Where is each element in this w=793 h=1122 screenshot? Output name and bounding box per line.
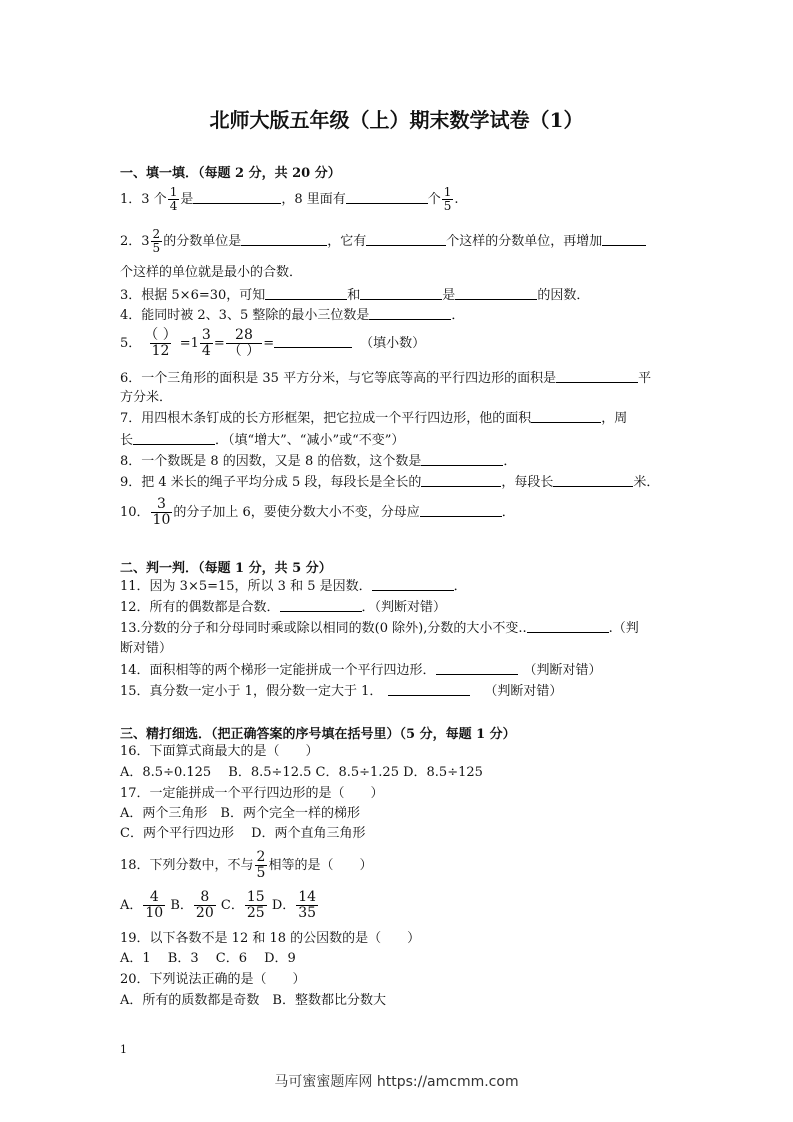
q6-text-a: 6．一个三角形的面积是 35 平方分米，与它等底等高的平行四边形的面积是 — [120, 371, 557, 386]
answer-blank[interactable] — [421, 474, 501, 487]
q1-frac1-num: 1 — [169, 185, 178, 199]
q18-text-b: 相等的是（ ） — [268, 858, 373, 873]
q5-frac1-num: （ ） — [144, 327, 177, 343]
q4-text-b: ． — [451, 308, 465, 323]
answer-blank[interactable] — [421, 453, 503, 466]
question-17-options-2: C．两个平行四边形 D．两个直角三角形 — [120, 826, 366, 841]
q5-fraction-2 — [200, 328, 213, 359]
q5-text-a: 5． — [120, 336, 142, 351]
q9-text-a: 9．把 4 米长的绳子平均分成 5 段，每段长是全长的 — [120, 475, 422, 490]
q2-frac-num: 2 — [152, 227, 161, 241]
answer-blank[interactable] — [420, 504, 502, 517]
answer-blank[interactable] — [274, 335, 352, 348]
answer-blank[interactable] — [280, 599, 362, 612]
answer-blank[interactable] — [366, 233, 446, 246]
q1-text-e: . — [454, 192, 459, 207]
section-1-heading: 一、填一填．（每题 2 分，共 20 分） — [120, 166, 341, 181]
page-title: 北师大版五年级（上）期末数学试卷（1） — [209, 108, 584, 132]
q7-text-d: ．（填“增大”、“减小”或“不变”） — [215, 433, 405, 448]
q12-text-a: 12．所有的偶数都是合数． — [120, 600, 280, 615]
q5-frac2-num: 3 — [201, 327, 211, 343]
answer-blank[interactable] — [455, 287, 537, 300]
question-5 — [120, 328, 425, 359]
q14-text-a: 14．面积相等的两个梯形一定能拼成一个平行四边形． — [120, 663, 436, 678]
answer-blank[interactable] — [388, 683, 470, 696]
q18-b-den: 20 — [195, 905, 214, 921]
question-13-cont: 断对错） — [120, 641, 173, 656]
q18-option-b-fraction — [194, 890, 216, 921]
q14-text-b: （判断对错） — [523, 663, 602, 678]
q3-text-b: 和 — [347, 288, 361, 303]
q3-text-d: 的因数． — [537, 288, 590, 303]
question-17: 17．一定能拼成一个平行四边形的是（ ） — [120, 786, 384, 801]
question-16: 16．下面算式商最大的是（ ） — [120, 744, 319, 759]
q2-text-c: ，它有 — [327, 234, 367, 249]
answer-blank[interactable] — [527, 620, 609, 633]
question-19: 19．以下各数不是 12 和 18 的公因数的是（ ） — [120, 931, 421, 946]
question-2-cont: 个这样的单位就是最小的合数． — [120, 265, 303, 280]
question-2 — [120, 228, 646, 255]
q13-text-b: .（判 — [608, 621, 639, 636]
q18-c-den: 25 — [246, 905, 265, 921]
question-6-cont: 方分米． — [120, 390, 173, 405]
answer-blank[interactable] — [346, 191, 428, 204]
q15-text-b: （判断对错） — [484, 684, 563, 699]
q18-option-b-label: B． — [170, 898, 193, 913]
q15-text-a: 15．真分数一定小于 1，假分数一定大于 1． — [120, 684, 383, 699]
q18-option-a-fraction — [143, 890, 165, 921]
answer-blank[interactable] — [531, 410, 601, 423]
question-3 — [120, 287, 589, 304]
answer-blank[interactable] — [133, 432, 215, 445]
answer-blank[interactable] — [360, 287, 442, 300]
question-16-options: A．8.5÷0.125 B．8.5÷12.5 C．8.5÷1.25 D．8.5÷125 — [120, 765, 483, 780]
q1-fraction-1 — [168, 186, 180, 213]
question-1 — [120, 186, 459, 213]
q11-text-b: ． — [453, 579, 467, 594]
q3-text-a: 3．根据 5×6=30，可知 — [120, 288, 266, 303]
answer-blank[interactable] — [241, 233, 327, 246]
q10-text-c: ． — [501, 505, 515, 520]
page-number: 1 — [120, 1043, 127, 1056]
question-20: 20．下列说法正确的是（ ） — [120, 972, 306, 987]
q5-fraction-3 — [226, 328, 262, 359]
q18-a-den: 10 — [145, 905, 164, 921]
q10-text-b: 的分子加上 6，要使分数大小不变，分母应 — [173, 505, 420, 520]
q1-fraction-2 — [442, 186, 454, 213]
q18-frac-den: 5 — [256, 865, 266, 881]
answer-blank[interactable] — [556, 370, 638, 383]
q9-text-c: 米． — [633, 475, 660, 490]
q5-fraction-1 — [142, 328, 178, 359]
q1-text-d: 个 — [427, 192, 441, 207]
answer-blank[interactable] — [553, 474, 633, 487]
q18-option-c-fraction — [245, 890, 267, 921]
q18-d-num: 14 — [298, 889, 317, 905]
answer-blank[interactable] — [369, 307, 451, 320]
question-9 — [120, 474, 659, 491]
q4-text-a: 4．能同时被 2、3、5 整除的最小三位数是 — [120, 308, 370, 323]
q8-text-b: ． — [503, 454, 517, 469]
q11-text-a: 11．因为 3×5=15，所以 3 和 5 是因数． — [120, 579, 372, 594]
q18-a-num: 4 — [149, 889, 159, 905]
q10-text-a: 10． — [120, 505, 150, 520]
answer-blank[interactable] — [436, 662, 518, 675]
q7-text-b: ，周 — [601, 411, 628, 426]
q1-text-a: 1．3 个 — [120, 192, 167, 207]
q9-text-b: ，每段长 — [501, 475, 554, 490]
section-3-heading: 三、精打细选．（把正确答案的序号填在括号里）（5 分，每题 1 分） — [120, 727, 516, 742]
q18-option-a-label: A． — [120, 898, 143, 913]
q1-text-b: 是 — [180, 192, 194, 207]
q2-text-d: 个这样的分数单位，再增加 — [446, 234, 603, 249]
q5-text-c: = — [213, 336, 225, 351]
question-15 — [120, 683, 562, 700]
q2-text-a: 2．3 — [120, 234, 150, 249]
q5-frac1-den: 12 — [151, 343, 170, 359]
question-7 — [120, 410, 627, 427]
question-20-options: A．所有的质数都是奇数 B．整数都比分数大 — [120, 993, 386, 1008]
answer-blank[interactable] — [602, 233, 646, 246]
answer-blank[interactable] — [265, 287, 347, 300]
question-12 — [120, 599, 446, 616]
question-6 — [120, 370, 651, 387]
q1-frac1-den: 4 — [169, 199, 178, 213]
q8-text-a: 8．一个数既是 8 的因数，又是 8 的倍数，这个数是 — [120, 454, 422, 469]
q10-frac-den: 10 — [152, 512, 171, 528]
q1-text-c: ，8 里面有 — [281, 192, 346, 207]
q10-fraction — [151, 497, 173, 528]
section-2-heading: 二、判一判．（每题 1 分，共 5 分） — [120, 561, 332, 576]
q18-c-num: 15 — [246, 889, 265, 905]
footer-watermark[interactable]: 马可蜜蜜题库网 https://amcmm.com — [274, 1074, 519, 1090]
q5-frac2-den: 4 — [201, 343, 211, 359]
q18-option-c-label: C． — [220, 898, 244, 913]
q1-frac2-num: 1 — [443, 185, 452, 199]
question-19-options: A．1 B．3 C．6 D．9 — [120, 951, 296, 966]
question-4 — [120, 307, 464, 324]
question-14 — [120, 662, 602, 679]
q18-option-d-fraction — [296, 890, 318, 921]
q12-text-b: ．（判断对错） — [361, 600, 447, 615]
q18-b-num: 8 — [200, 889, 210, 905]
q18-frac-num: 2 — [256, 849, 266, 865]
q5-text-b: =1 — [179, 336, 199, 351]
q3-text-c: 是 — [442, 288, 456, 303]
question-13 — [120, 620, 639, 637]
q18-fraction — [255, 850, 268, 881]
q13-text-a: 13.分数的分子和分母同时乘或除以相同的数(0 除外),分数的大小不变.. — [120, 621, 527, 636]
q6-text-b: 平 — [638, 371, 652, 386]
q18-option-d-label: D． — [271, 898, 296, 913]
question-11 — [120, 578, 467, 595]
q5-frac3-num: 28 — [235, 327, 253, 343]
question-18-options — [120, 890, 319, 921]
q2-fraction — [151, 228, 163, 255]
q18-d-den: 35 — [298, 905, 317, 921]
q2-frac-den: 5 — [152, 241, 161, 255]
question-17-options-1: A．两个三角形 B．两个完全一样的梯形 — [120, 806, 360, 821]
q7-text-a: 7．用四根木条钉成的长方形框架，把它拉成一个平行四边形，他的面积 — [120, 411, 532, 426]
answer-blank[interactable] — [372, 578, 454, 591]
q5-frac3-den: （ ） — [227, 343, 261, 359]
question-7-cont — [120, 432, 404, 449]
q7-text-c: 长 — [120, 433, 134, 448]
q18-text-a: 18．下列分数中，不与 — [120, 858, 254, 873]
answer-blank[interactable] — [193, 191, 281, 204]
q5-text-e: （填小数） — [360, 336, 426, 351]
question-10 — [120, 497, 515, 528]
q2-text-b: 的分数单位是 — [163, 234, 242, 249]
q1-frac2-den: 5 — [443, 199, 452, 213]
question-8 — [120, 453, 516, 470]
q5-text-d: = — [263, 336, 275, 351]
q10-frac-num: 3 — [157, 496, 166, 512]
question-18 — [120, 850, 372, 881]
